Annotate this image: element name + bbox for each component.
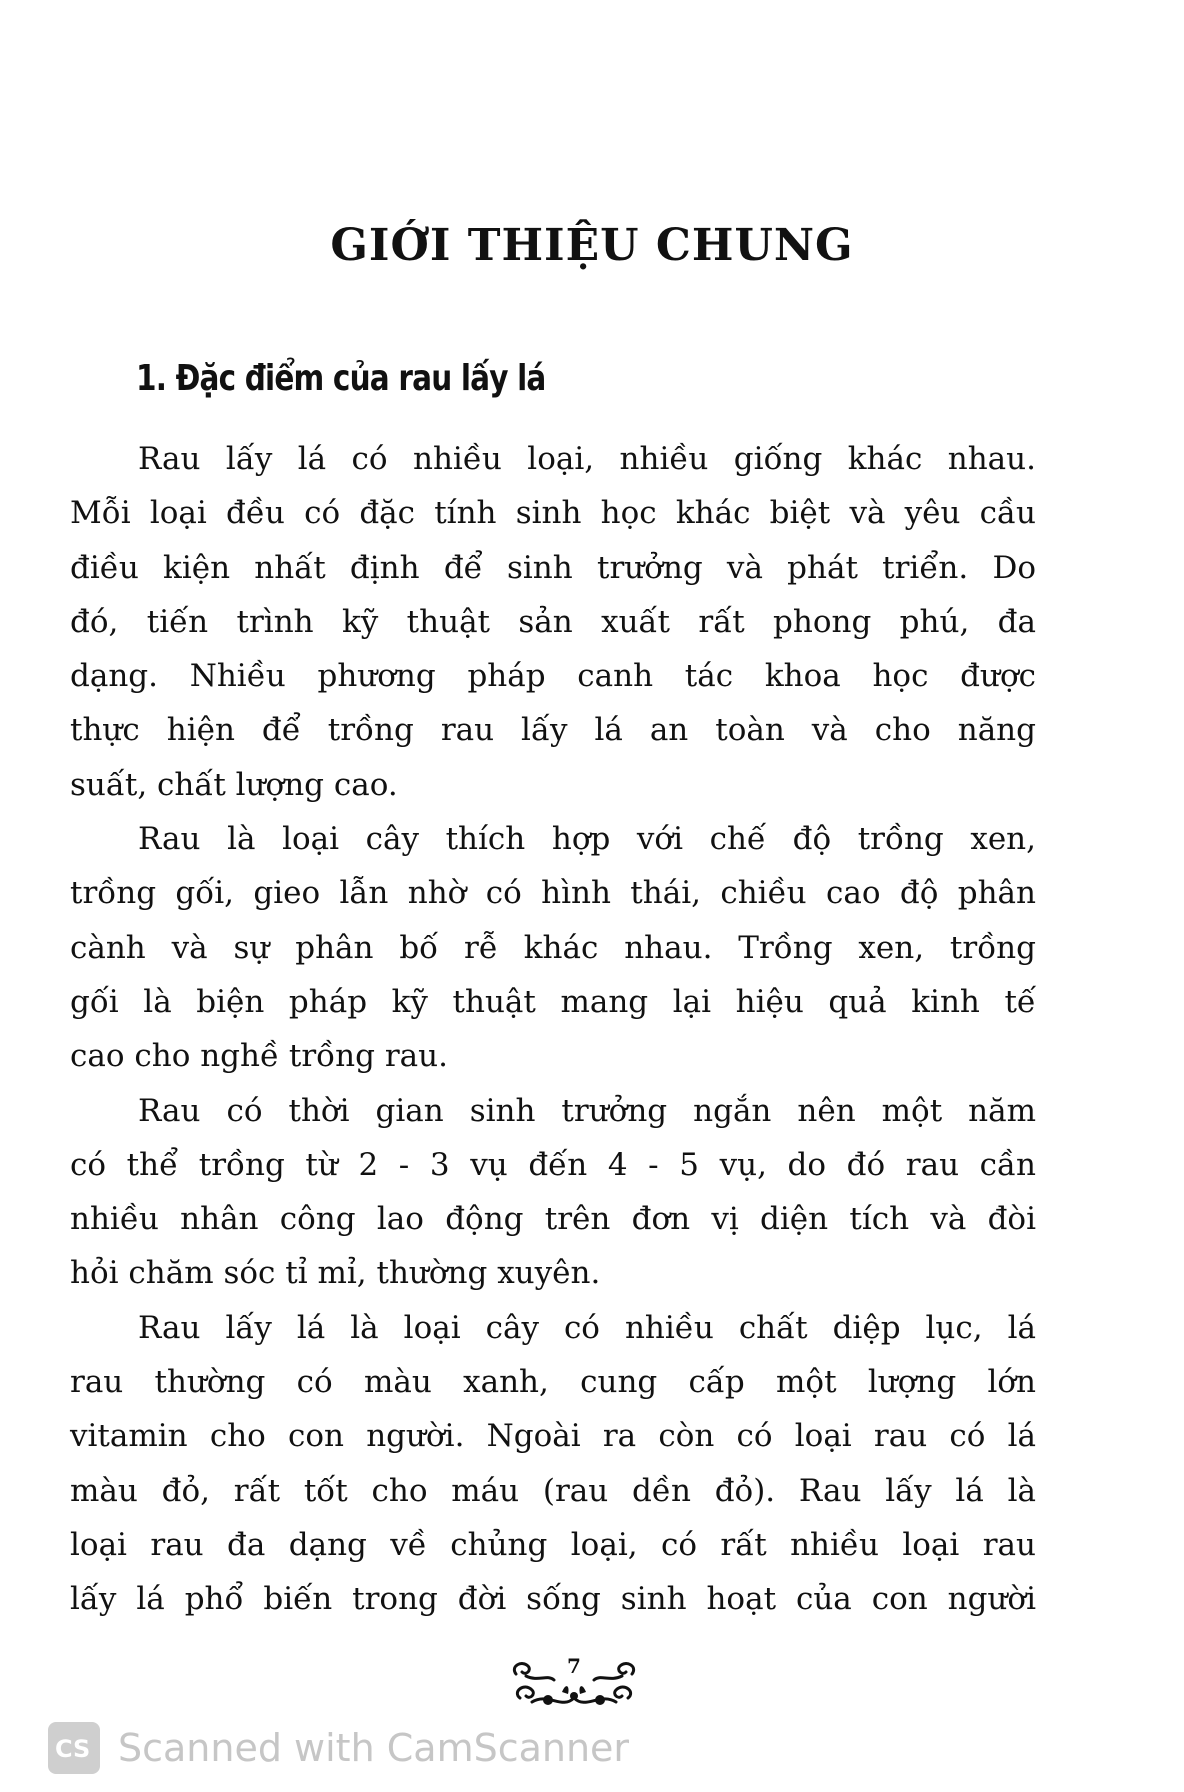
page-footer — [0, 1652, 1184, 1716]
text-line: dạng. Nhiều phương pháp canh tác khoa học được — [70, 658, 1036, 695]
text-line: trồng gối, gieo lẫn nhờ có hình thái, chiều cao độ phân — [70, 875, 1036, 912]
text-line: suất, chất lượng cao. — [70, 766, 398, 803]
text-line: thực hiện để trồng rau lấy lá an toàn và cho năng — [70, 712, 1036, 749]
text-line: đó, tiến trình kỹ thuật sản xuất rất phong phú, đa — [70, 603, 1036, 640]
text-line: lấy lá phổ biến trong đời sống sinh hoạt của con người — [70, 1581, 1036, 1618]
text-line: Mỗi loại đều có đặc tính sinh học khác biệt và yêu cầu — [70, 495, 1036, 532]
text-line: gối là biện pháp kỹ thuật mang lại hiệu quả kinh tế — [70, 983, 1036, 1020]
text-line: vitamin cho con người. Ngoài ra còn có loại rau có lá — [70, 1418, 1036, 1455]
text-line: nhiều nhân công lao động trên đơn vị diện tích và đòi — [70, 1201, 1036, 1238]
camscanner-watermark — [48, 1720, 629, 1776]
text-line: Rau có thời gian sinh trưởng ngắn nên một năm — [138, 1092, 1036, 1129]
body-text — [70, 432, 1036, 1627]
text-line: Rau lấy lá có nhiều loại, nhiều giống khác nhau. — [138, 441, 1036, 477]
text-line: cao cho nghề trồng rau. — [70, 1038, 448, 1075]
svg-text:CS: CS — [55, 1735, 91, 1763]
page-title: GIỚI THIỆU CHUNG — [330, 220, 854, 271]
text-line: có thể trồng từ 2 - 3 vụ đến 4 - 5 vụ, do đó rau cần — [70, 1146, 1036, 1183]
section-heading: 1. Đặc điểm của rau lấy lá — [136, 358, 546, 399]
watermark-text: Scanned with CamScanner — [118, 1726, 630, 1770]
text-line: Rau lấy lá là loại cây có nhiều chất diệp lục, lá — [138, 1309, 1036, 1346]
text-line: Rau là loại cây thích hợp với chế độ trồng xen, — [138, 821, 1036, 858]
text-line: loại rau đa dạng về chủng loại, có rất nhiều loại rau — [70, 1526, 1036, 1563]
text-line: hỏi chăm sóc tỉ mỉ, thường xuyên. — [70, 1255, 601, 1292]
text-line: điều kiện nhất định để sinh trưởng và phát triển. Do — [70, 549, 1036, 586]
text-line: màu đỏ, rất tốt cho máu (rau dền đỏ). Rau lấy lá là — [70, 1472, 1036, 1509]
text-line: rau thường có màu xanh, cung cấp một lượng lớn — [70, 1364, 1036, 1401]
text-line: cành và sự phân bố rễ khác nhau. Trồng xen, trồng — [70, 929, 1036, 966]
camscanner-logo-icon — [48, 1722, 100, 1774]
page-number: 7 — [567, 1654, 581, 1678]
